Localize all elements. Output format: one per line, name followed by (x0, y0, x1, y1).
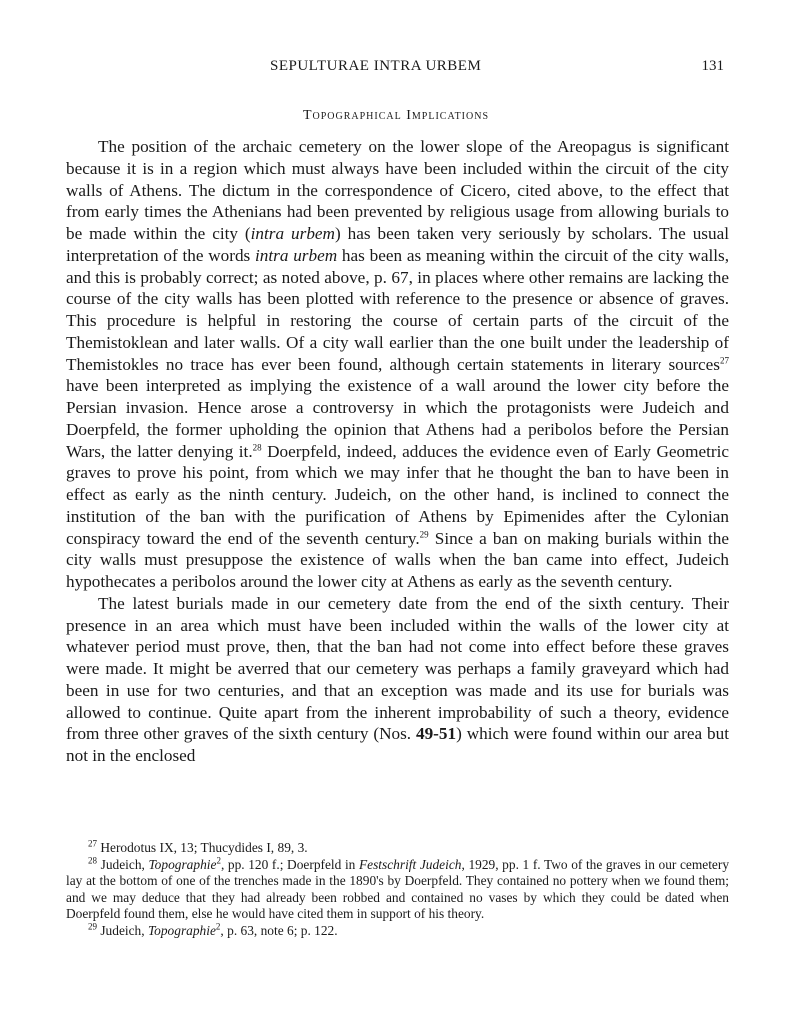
section-heading: Topographical Implications (302, 108, 490, 123)
footnote-text: , p. 63, note 6; p. 122. (220, 922, 338, 938)
footnote-text: Judeich, (97, 856, 149, 872)
footnote-27 (66, 840, 729, 857)
page-number: 131 (701, 58, 724, 74)
italic-title: Topographie (148, 856, 217, 872)
text-run: Since a ban on making burials within the city walls must presuppose the existence of walls when the ban came into effect, Judeich hypothecates a peribolos around the lower city at Athens as early as the seventh century. (66, 528, 729, 591)
footnote-ref-27: 27 (720, 354, 729, 365)
footnote-number: 28 (88, 855, 97, 866)
footnote-text: , pp. 120 f.; Doerpfeld in (220, 856, 359, 872)
footnote-ref-28: 28 (252, 441, 262, 452)
footnote-number: 27 (88, 838, 97, 849)
footnote-text: Judeich, (97, 922, 148, 938)
paragraph-1 (66, 136, 729, 593)
italic-title: Festschrift Judeich (358, 856, 462, 872)
grave-numbers: 49-51 (415, 724, 457, 744)
italic-term: intra urbem (255, 245, 338, 265)
edition-superscript: 2 (216, 855, 221, 866)
footnote-text: Herodotus IX, 13; Thucydides I, 89, 3. (97, 840, 308, 855)
text-run: The latest burials made in our cemetery date from the end of the sixth century. Their presence in an area which must have been included within the walls of the lower city at whatever period must prove, then, that the ban had not come into effect before these graves were made. It might be averred that our cemetery was perhaps a family graveyard which had been in use for two centuries, and that an exception was made and its use for burials was allowed to continue. Quite apart from the inherent improbability of such a theory, evidence from three other graves of the sixth century (Nos. (66, 593, 729, 744)
italic-title: Topographie (147, 922, 216, 938)
italic-term: intra urbem (250, 224, 335, 243)
text-run: have been interpreted as implying the existence of a wall around the lower city before the Persian invasion. Hence arose a controversy in which the protagonists were Judeich and Doerpfeld, the former upholding the opinion that Athens had a peribolos before the Persian Wars, the latter denying it. (66, 376, 729, 461)
paragraph-2 (66, 593, 729, 767)
footnote-ref-29: 29 (419, 528, 429, 539)
text-run: ) which were found within our area but not in the enclosed (66, 724, 729, 765)
text-run: Doerpfeld, indeed, adduces the evidence even of Early Geometric graves to prove his point, from which we may infer that he thought the ban to have been in effect as early as the ninth century. Judeich, on the other hand, is inclined to connect the institution of the ban with the purification of Athens by Epimenides after the Cylonian conspiracy toward the end of the seventh century. (66, 441, 729, 548)
footnote-28 (66, 857, 729, 923)
footnote-number: 29 (88, 921, 97, 932)
footnote-29 (66, 923, 729, 940)
footnotes (66, 840, 729, 940)
text-run: ) has been taken very seriously by scholars. The usual interpretation of the words (66, 224, 729, 265)
edition-superscript: 2 (215, 921, 221, 932)
text-run: has been as meaning within the circuit of the city walls, and this is probably correct; as noted above, p. 67, in places where other remains are lacking the course of the city walls has been plotted with reference to the presence or absence of graves. This procedure is helpful in restoring the course of certain parts of the circuit of the Themistoklean and later walls. Of a city wall earlier than the one built under the leadership of Themistokles no trace has ever been found, although certain statements in literary sources (66, 245, 729, 374)
footnote-text: , 1929, pp. 1 f. Two of the graves in our cemetery lay at the bottom of one of the trenches made in the 1890's by Doerpfeld. They contained no pottery when we found them; and we may deduce that they had already been robbed and contained no vases by which they could be dated when Doerpfeld found them, else he would have cited them in support of his theory. (66, 856, 730, 922)
text-run: The position of the archaic cemetery on the lower slope of the Areopagus is significant because it is in a region which must always have been included within the circuit of the city walls of Athens. The dictum in the correspondence of Cicero, cited above, to the effect that from early times the Athenians had been prevented by religious usage from allowing burials to be made within the city ( (66, 137, 729, 243)
body-text (66, 136, 729, 767)
running-title: SEPULTURAE INTRA URBEM (270, 58, 482, 74)
